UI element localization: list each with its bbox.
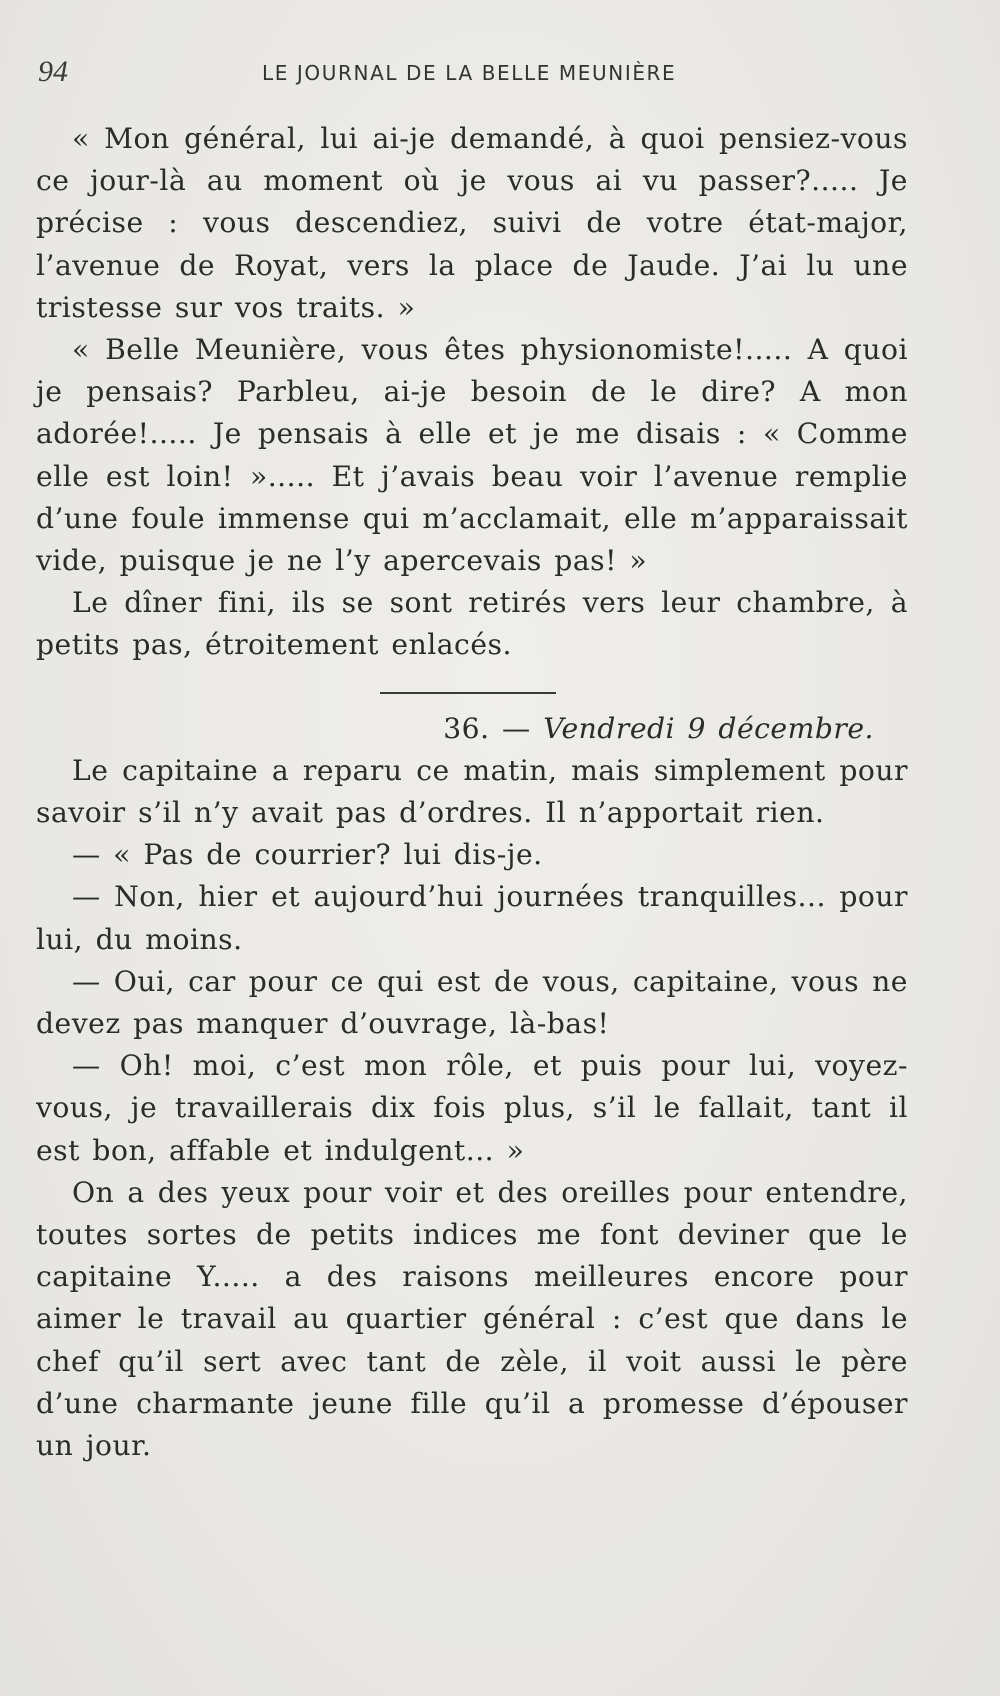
dialogue-line: — Non, hier et aujourd’hui journées tranquilles... pour lui, du moins.: [36, 880, 908, 956]
page-number: 94: [38, 55, 68, 88]
paragraph: « Mon général, lui ai-je demandé, à quoi pensiez-vous ce jour-là au moment où je vous ai vu passer?..... Je précise : vous descendiez, suivi de votre état-major, l’avenue de Royat, vers la place de Jaude. J’ai lu une tristesse sur vos traits. »: [36, 122, 908, 324]
dialogue-line: — Oh! moi, c’est mon rôle, et puis pour lui, voyez-vous, je travaillerais dix fois plus, s’il le fallait, tant il est bon, affable et indulgent... »: [36, 1049, 908, 1167]
section-heading: [36, 708, 874, 750]
section-divider: [380, 692, 556, 694]
section-dash: —: [502, 711, 531, 745]
paragraph: « Belle Meunière, vous êtes physionomiste!..... A quoi je pensais? Parbleu, ai-je besoin de le dire? A mon adorée!..... Je pensais à elle et je me disais : « Comme elle est loin! »..... Et j’avais beau voir l’avenue remplie d’une foule immense qui m’acclamait, elle m’apparaissait vide, puisque je ne l’y apercevais pas! »: [36, 333, 908, 578]
section-date: Vendredi 9 décembre.: [543, 711, 874, 745]
paragraph: On a des yeux pour voir et des oreilles pour entendre, toutes sortes de petits indices me font deviner que le capitaine Y..... a des raisons meilleures encore pour aimer le travail au quartier général : c’est que dans le chef qu’il sert avec tant de zèle, il voit aussi le père d’une charmante jeune fille qu’il a promesse d’épouser un jour.: [36, 1175, 908, 1463]
page-body: [36, 118, 908, 1467]
dialogue-line: — Oui, car pour ce qui est de vous, capitaine, vous ne devez pas manquer d’ouvrage, là-bas!: [36, 964, 908, 1041]
section-number: 36.: [443, 711, 490, 745]
dialogue-line: — « Pas de courrier? lui dis-je.: [72, 838, 543, 872]
page-header: [38, 55, 904, 95]
paragraph: Le capitaine a reparu ce matin, mais simplement pour savoir s’il n’y avait pas d’ordres. Il n’apportait rien.: [36, 753, 908, 830]
paragraph: Le dîner fini, ils se sont retirés vers leur chambre, à petits pas, étroitement enlacés.: [36, 586, 908, 662]
running-title: LE JOURNAL DE LA BELLE MEUNIÈRE: [262, 61, 677, 85]
